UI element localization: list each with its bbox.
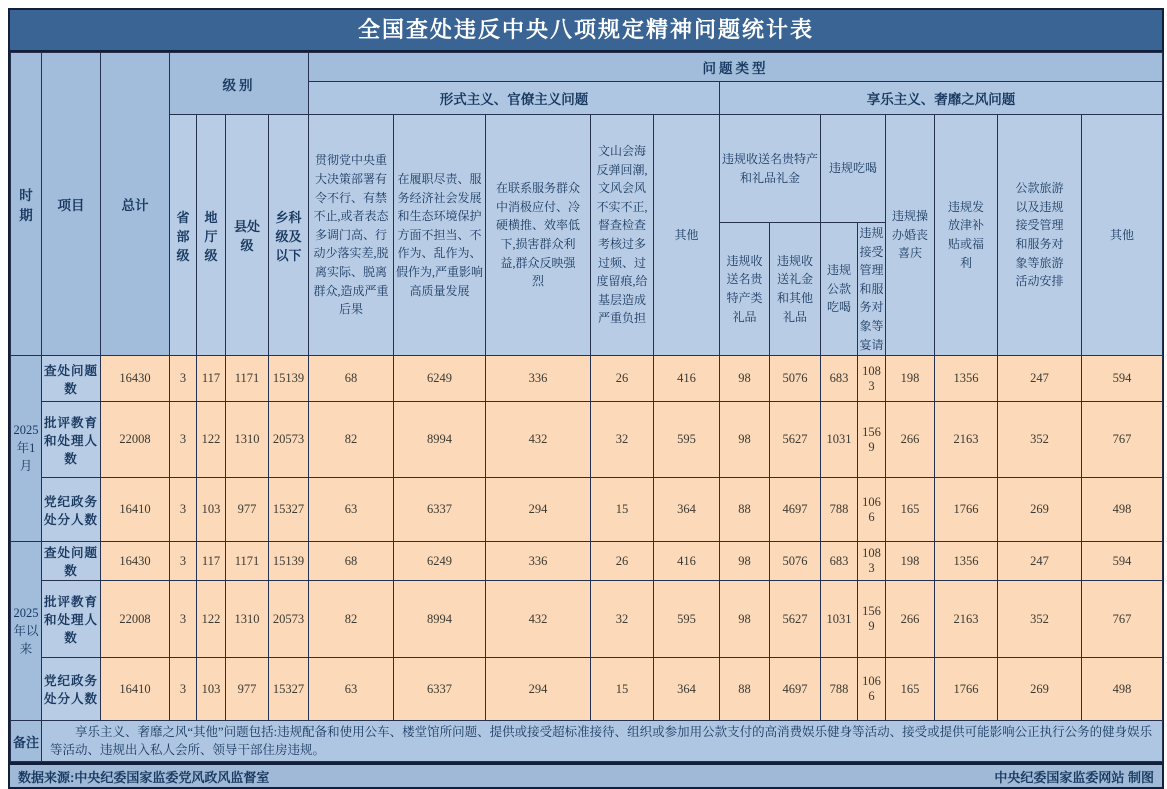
col-group-gifts: 违规收送名贵特产和礼品礼金 (720, 115, 821, 223)
note-row (11, 721, 1163, 762)
value-cell: 6337 (394, 658, 486, 721)
col-header-formalism-3: 在联系服务群众中消极应付、冷硬横推、效率低下,损害群众利益,群众反映强烈 (486, 115, 591, 356)
statistics-sheet (8, 8, 1164, 789)
value-cell: 269 (998, 658, 1082, 721)
row-label: 批评教育和处理人数 (42, 581, 101, 658)
value-cell: 352 (998, 402, 1082, 478)
col-header-public-funded-travel: 公款旅游以及违规接受管理和服务对象等旅游活动安排 (998, 115, 1082, 356)
value-cell: 595 (654, 581, 720, 658)
value-cell: 6249 (394, 542, 486, 581)
value-cell: 294 (486, 478, 591, 542)
col-header-hedonism-other: 其他 (1082, 115, 1163, 356)
row-label: 批评教育和处理人数 (42, 402, 101, 478)
data-row (11, 581, 1163, 658)
value-cell: 5627 (770, 581, 821, 658)
value-cell: 594 (1082, 356, 1163, 402)
col-header-gifts-money: 违规收送礼金和其他礼品 (770, 223, 821, 356)
value-cell: 1066 (858, 478, 886, 542)
col-group-hedonism: 享乐主义、奢靡之风问题 (720, 82, 1163, 115)
value-cell: 767 (1082, 402, 1163, 478)
col-header-dining-banquets: 违规接受管理和服务对象等宴请 (858, 223, 886, 356)
value-cell: 498 (1082, 658, 1163, 721)
value-cell: 8994 (394, 581, 486, 658)
value-cell: 16410 (101, 478, 170, 542)
value-cell: 1083 (858, 356, 886, 402)
value-cell: 5076 (770, 356, 821, 402)
col-group-formalism: 形式主义、官僚主义问题 (309, 82, 720, 115)
source-bar (10, 762, 1162, 787)
value-cell: 32 (591, 402, 654, 478)
value-cell: 416 (654, 356, 720, 402)
col-header-level-prefecture: 地厅级 (197, 115, 226, 356)
value-cell: 2163 (935, 581, 998, 658)
value-cell: 122 (197, 402, 226, 478)
value-cell: 294 (486, 658, 591, 721)
value-cell: 3 (170, 581, 197, 658)
value-cell: 1356 (935, 356, 998, 402)
value-cell: 1083 (858, 542, 886, 581)
data-row (11, 542, 1163, 581)
value-cell: 15139 (269, 542, 309, 581)
value-cell: 336 (486, 542, 591, 581)
value-cell: 3 (170, 542, 197, 581)
value-cell: 4697 (770, 478, 821, 542)
row-label: 党纪政务处分人数 (42, 658, 101, 721)
value-cell: 683 (821, 356, 858, 402)
value-cell: 165 (886, 658, 935, 721)
credit-label: 中央纪委国家监委网站 制图 (994, 769, 1154, 785)
value-cell: 266 (886, 581, 935, 658)
data-row (11, 658, 1163, 721)
value-cell: 767 (1082, 581, 1163, 658)
col-header-level-township: 乡科级及以下 (269, 115, 309, 356)
value-cell: 15139 (269, 356, 309, 402)
value-cell: 122 (197, 581, 226, 658)
value-cell: 266 (886, 402, 935, 478)
value-cell: 68 (309, 542, 394, 581)
value-cell: 165 (886, 478, 935, 542)
note-text-content: 享乐主义、奢靡之风“其他”问题包括:违规配备和使用公车、楼堂馆所问题、提供或接受超标准接待、组织或参加用公款支付的高消费娱乐健身等活动、接受或提供可能影响公正执行公务的健身娱乐等活动、违规出入私人会所、领导干部住房违规。 (50, 725, 1153, 758)
col-header-formalism-2: 在履职尽责、服务经济社会发展和生态环境保护方面不担当、不作为、乱作为、假作为,严重影响高质量发展 (394, 115, 486, 356)
value-cell: 198 (886, 356, 935, 402)
value-cell: 432 (486, 581, 591, 658)
value-cell: 3 (170, 478, 197, 542)
value-cell: 88 (720, 658, 770, 721)
col-header-formalism-4: 文山会海反弹回潮,文风会风不实不正,督查检查考核过多过频、过度留痕,给基层造成严重负担 (591, 115, 654, 356)
col-header-dining-public-funds: 违规公款吃喝 (821, 223, 858, 356)
value-cell: 26 (591, 542, 654, 581)
col-group-problem-type: 问题类型 (309, 53, 1163, 82)
data-source-label: 数据来源:中央纪委国家监委党风政风监督室 (18, 769, 270, 785)
value-cell: 336 (486, 356, 591, 402)
value-cell: 498 (1082, 478, 1163, 542)
value-cell: 16430 (101, 542, 170, 581)
table-body (11, 356, 1163, 721)
value-cell: 247 (998, 356, 1082, 402)
value-cell: 16430 (101, 356, 170, 402)
col-header-total: 总计 (101, 53, 170, 356)
value-cell: 198 (886, 542, 935, 581)
value-cell: 977 (226, 658, 269, 721)
value-cell: 6337 (394, 478, 486, 542)
value-cell: 26 (591, 356, 654, 402)
value-cell: 15 (591, 478, 654, 542)
statistics-table (10, 52, 1163, 762)
value-cell: 432 (486, 402, 591, 478)
value-cell: 364 (654, 478, 720, 542)
value-cell: 788 (821, 478, 858, 542)
value-cell: 20573 (269, 402, 309, 478)
value-cell: 594 (1082, 542, 1163, 581)
value-cell: 15327 (269, 658, 309, 721)
row-label: 查处问题数 (42, 356, 101, 402)
value-cell: 1766 (935, 478, 998, 542)
col-group-dining: 违规吃喝 (821, 115, 886, 223)
value-cell: 2163 (935, 402, 998, 478)
data-row (11, 402, 1163, 478)
col-header-formalism-1: 贯彻党中央重大决策部署有令不行、有禁不止,或者表态多调门高、行动少落实差,脱离实际、脱离群众,造成严重后果 (309, 115, 394, 356)
value-cell: 1031 (821, 581, 858, 658)
value-cell: 82 (309, 402, 394, 478)
value-cell: 63 (309, 658, 394, 721)
value-cell: 63 (309, 478, 394, 542)
value-cell: 98 (720, 356, 770, 402)
value-cell: 416 (654, 542, 720, 581)
value-cell: 6249 (394, 356, 486, 402)
value-cell: 88 (720, 478, 770, 542)
value-cell: 247 (998, 542, 1082, 581)
value-cell: 4697 (770, 658, 821, 721)
value-cell: 5076 (770, 542, 821, 581)
value-cell: 82 (309, 581, 394, 658)
col-header-formalism-other: 其他 (654, 115, 720, 356)
col-header-weddings-funerals: 违规操办婚丧喜庆 (886, 115, 935, 356)
value-cell: 1569 (858, 581, 886, 658)
col-header-level-province: 省部级 (170, 115, 197, 356)
value-cell: 117 (197, 356, 226, 402)
col-group-level: 级别 (170, 53, 309, 115)
value-cell: 22008 (101, 581, 170, 658)
value-cell: 117 (197, 542, 226, 581)
value-cell: 683 (821, 542, 858, 581)
value-cell: 103 (197, 478, 226, 542)
value-cell: 20573 (269, 581, 309, 658)
value-cell: 1171 (226, 542, 269, 581)
data-row (11, 478, 1163, 542)
value-cell: 5627 (770, 402, 821, 478)
value-cell: 68 (309, 356, 394, 402)
value-cell: 3 (170, 356, 197, 402)
value-cell: 15327 (269, 478, 309, 542)
value-cell: 98 (720, 542, 770, 581)
value-cell: 977 (226, 478, 269, 542)
value-cell: 8994 (394, 402, 486, 478)
value-cell: 22008 (101, 402, 170, 478)
value-cell: 1066 (858, 658, 886, 721)
value-cell: 1171 (226, 356, 269, 402)
note-label: 备注 (11, 721, 42, 762)
page-title: 全国查处违反中央八项规定精神问题统计表 (10, 10, 1162, 52)
value-cell: 32 (591, 581, 654, 658)
value-cell: 1766 (935, 658, 998, 721)
value-cell: 788 (821, 658, 858, 721)
value-cell: 595 (654, 402, 720, 478)
col-header-project: 项目 (42, 53, 101, 356)
value-cell: 98 (720, 402, 770, 478)
value-cell: 1569 (858, 402, 886, 478)
value-cell: 98 (720, 581, 770, 658)
col-header-period: 时期 (11, 53, 42, 356)
note-text (42, 721, 1163, 762)
value-cell: 364 (654, 658, 720, 721)
value-cell: 103 (197, 658, 226, 721)
col-header-gifts-specialty: 违规收送名贵特产类礼品 (720, 223, 770, 356)
value-cell: 1031 (821, 402, 858, 478)
value-cell: 3 (170, 402, 197, 478)
value-cell: 16410 (101, 658, 170, 721)
row-label: 查处问题数 (42, 542, 101, 581)
data-row (11, 356, 1163, 402)
value-cell: 269 (998, 478, 1082, 542)
value-cell: 3 (170, 658, 197, 721)
period-cell: 2025年以来 (11, 542, 42, 721)
row-label: 党纪政务处分人数 (42, 478, 101, 542)
value-cell: 15 (591, 658, 654, 721)
value-cell: 1356 (935, 542, 998, 581)
col-header-allowances: 违规发放津补贴或福利 (935, 115, 998, 356)
period-cell: 2025年1月 (11, 356, 42, 542)
value-cell: 352 (998, 581, 1082, 658)
value-cell: 1310 (226, 402, 269, 478)
col-header-level-county: 县处级 (226, 115, 269, 356)
value-cell: 1310 (226, 581, 269, 658)
